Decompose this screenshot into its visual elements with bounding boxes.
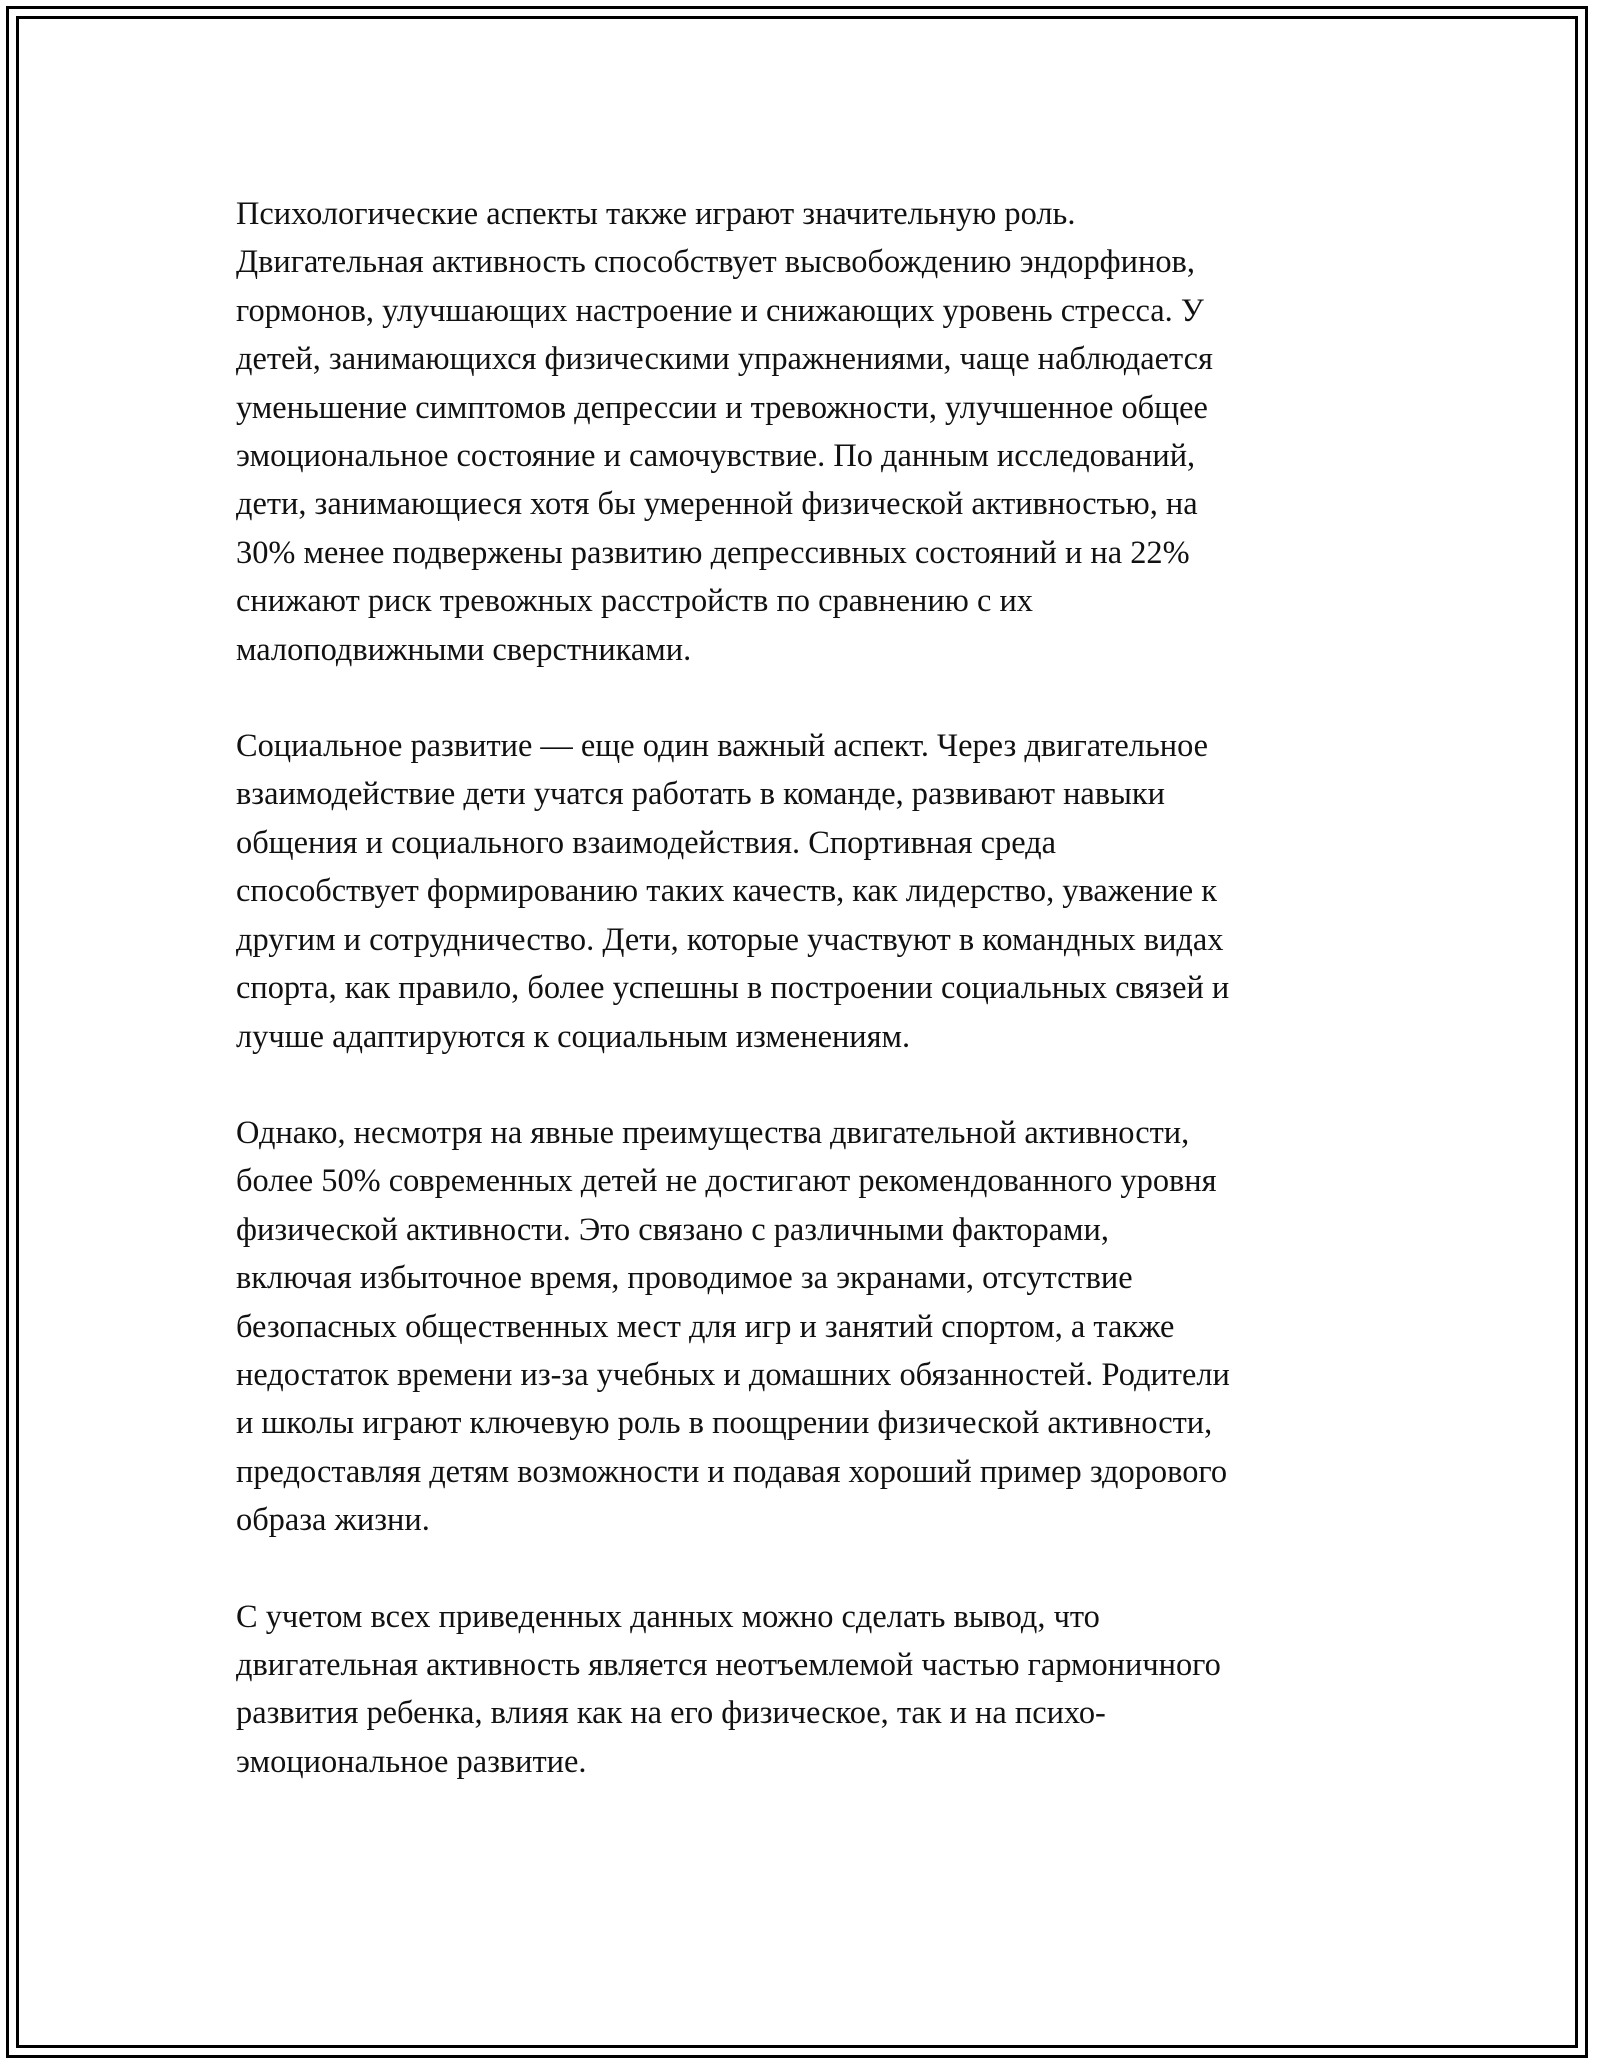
paragraph-psychological-aspects: Психологические аспекты также играют значительную роль. Двигательная активность способствует высвобождению эндорфинов, гормонов, улучшающих настроение и снижающих уровень стресса. У детей, занимающихся физическими упражнениями, чаще наблюдается уменьшение симптомов депрессии и тревожности, улучшенное общее эмоциональное состояние и самочувствие. По данным исследований, дети, занимающиеся хотя бы умеренной физической активностью, на 30% менее подвержены развитию депрессивных состояний и на 22% снижают риск тревожных расстройств по сравнению с их малоподвижными сверстниками. xyxy=(236,196,1213,668)
paragraph-conclusion: С учетом всех приведенных данных можно сделать вывод, что двигательная активность является неотъемлемой частью гармоничного развития ребенка, влияя как на его физическое, так и на психо- эмоциональное развитие. xyxy=(236,1598,1221,1780)
paragraph-social-development: Социальное развитие — еще один важный аспект. Через двигательное взаимодействие дети учатся работать в команде, развивают навыки общения и социального взаимодействия. Спортивная среда способствует формированию таких качеств, как лидерство, уважение к другим и сотрудничество. Дети, которые участвуют в командных видах спорта, как правило, более успешны в построении социальных связей и лучше адаптируются к социальным изменениям. xyxy=(236,728,1230,1055)
paragraph-activity-barriers: Однако, несмотря на явные преимущества двигательной активности, более 50% современных детей не достигают рекомендованного уровня физической активности. Это связано с различными факторами, включая избыточное время, проводимое за экранами, отсутствие безопасных общественных мест для игр и занятий спортом, а также недостаток времени из-за учебных и домашних обязанностей. Родители и школы играют ключевую роль в поощрении физической активности, предоставляя детям возможности и подавая хороший пример здорового образа жизни. xyxy=(236,1114,1230,1539)
document-body xyxy=(236,190,1382,1786)
